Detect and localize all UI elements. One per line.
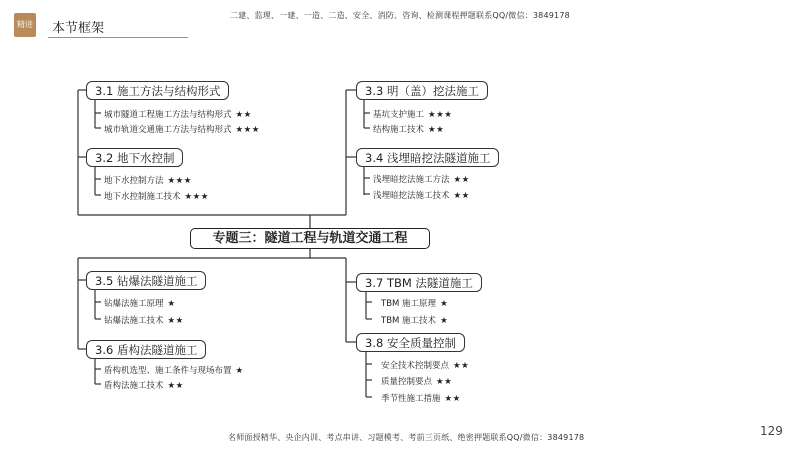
star-rating: ★★ <box>453 361 470 371</box>
star-rating: ★★★ <box>167 176 192 186</box>
star-rating: ★ <box>167 299 176 309</box>
logo: 精进 <box>14 13 36 37</box>
star-rating: ★★ <box>167 381 184 391</box>
node-3-1-item: 城市隧道工程施工方法与结构形式 ★★ <box>104 110 252 120</box>
star-rating: ★★★ <box>184 192 209 202</box>
star-rating: ★★ <box>167 316 184 326</box>
star-rating: ★ <box>440 316 449 326</box>
node-3-5-item: 钻爆法施工原理 ★ <box>104 299 176 309</box>
node-3-6-item: 盾构机选型、施工条件与现场布置 ★ <box>104 366 244 376</box>
node-3-5-item: 钻爆法施工技术 ★★ <box>104 316 184 326</box>
node-3-6-title: 3.6 盾构法隧道施工 <box>86 340 206 359</box>
node-3-5-title: 3.5 钻爆法隧道施工 <box>86 271 206 290</box>
star-rating: ★ <box>440 299 449 309</box>
node-3-4-title: 3.4 浅埋暗挖法隧道施工 <box>356 148 499 167</box>
footer-contact-note: 名师面授精华、央企内训、考点串讲、习题模考、考前三页纸、绝密押题联系QQ/微信：3849178 <box>228 433 585 442</box>
star-rating: ★★ <box>235 110 252 120</box>
node-3-6-item: 盾构法施工技术 ★★ <box>104 381 184 391</box>
star-rating: ★ <box>235 366 244 376</box>
star-rating: ★★ <box>453 175 470 185</box>
node-3-3-item: 基坑支护施工 ★★★ <box>373 110 453 120</box>
node-3-3-item: 结构施工技术 ★★ <box>373 125 445 135</box>
node-3-7-item: TBM 施工技术 ★ <box>381 316 449 326</box>
node-3-2-item: 地下水控制方法 ★★★ <box>104 176 192 186</box>
star-rating: ★★ <box>453 191 470 201</box>
node-3-1-title: 3.1 施工方法与结构形式 <box>86 81 229 100</box>
node-3-8-item: 质量控制要点 ★★ <box>381 377 453 387</box>
page-number: 129 <box>760 424 783 438</box>
node-3-4-item: 浅埋暗挖法施工技术 ★★ <box>373 191 470 201</box>
node-3-8-item: 安全技术控制要点 ★★ <box>381 361 470 371</box>
node-3-8-item: 季节性施工措施 ★★ <box>381 394 461 404</box>
section-title: 本节框架 <box>52 21 105 36</box>
star-rating: ★★ <box>428 125 445 135</box>
node-3-7-title: 3.7 TBM 法隧道施工 <box>356 273 482 292</box>
star-rating: ★★★ <box>235 125 260 135</box>
star-rating: ★★★ <box>428 110 453 120</box>
node-3-8-title: 3.8 安全质量控制 <box>356 333 465 352</box>
node-3-2-item: 地下水控制施工技术 ★★★ <box>104 192 209 202</box>
header-contact-note: 二建、监理、一建、一造、二造、安全、消防、咨询、检测课程押题联系QQ/微信：3849178 <box>230 11 570 20</box>
star-rating: ★★ <box>436 377 453 387</box>
node-3-1-item: 城市轨道交通施工方法与结构形式 ★★★ <box>104 125 260 135</box>
node-3-3-title: 3.3 明（盖）挖法施工 <box>356 81 488 100</box>
node-3-7-item: TBM 施工原理 ★ <box>381 299 449 309</box>
center-topic-box: 专题三：隧道工程与轨道交通工程 <box>190 228 430 249</box>
node-3-2-title: 3.2 地下水控制 <box>86 148 183 167</box>
star-rating: ★★ <box>444 394 461 404</box>
node-3-4-item: 浅埋暗挖法施工方法 ★★ <box>373 175 470 185</box>
